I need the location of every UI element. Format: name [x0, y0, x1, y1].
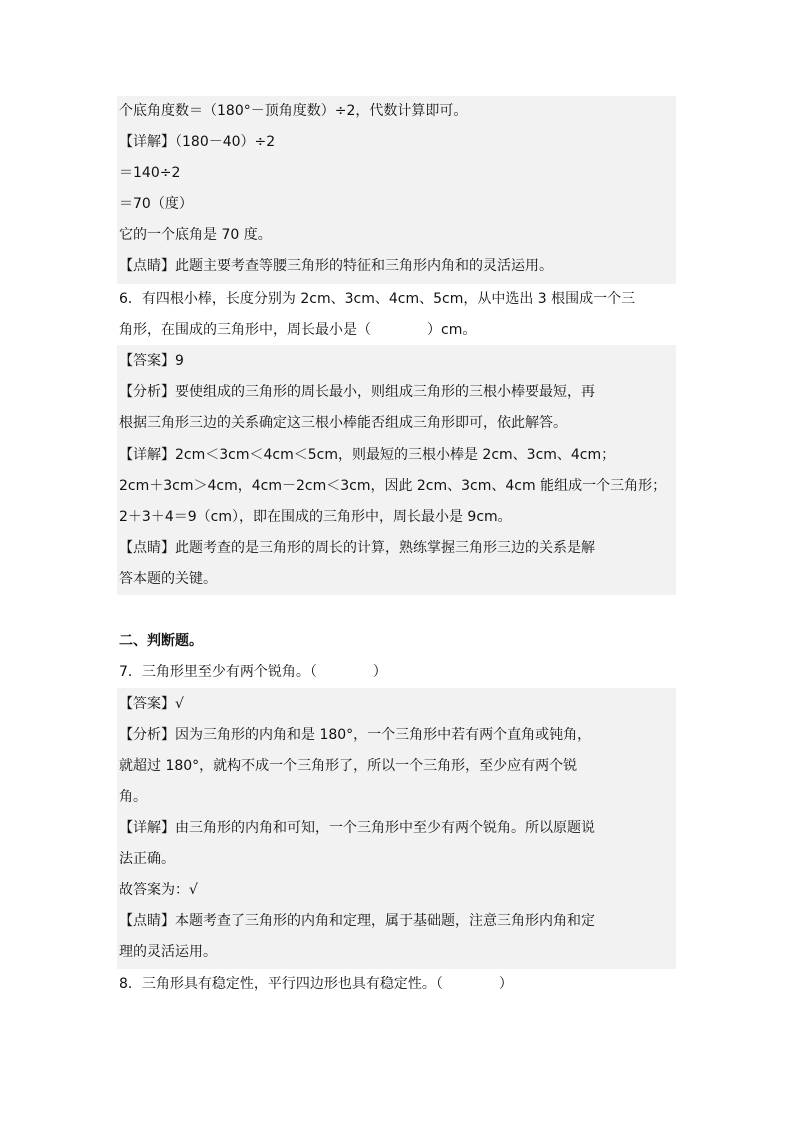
question-7-line: 7．三角形里至少有两个锐角。（ ）: [119, 664, 387, 680]
answer-line: 【答案】√: [119, 696, 184, 712]
detail-line: 法正确。: [119, 851, 175, 867]
detail-line: 故答案为：√: [119, 882, 198, 898]
detail-line: 【详解】由三角形的内角和可知，一个三角形中至少有两个锐角。所以原题说: [119, 820, 595, 836]
detail-line: 【详解】2cm＜3cm＜4cm＜5cm，则最短的三根小棒是 2cm、3cm、4cm；: [119, 447, 616, 463]
analysis-line: 【分析】因为三角形的内角和是 180°，一个三角形中若有两个直角或钝角，: [119, 727, 592, 743]
section-heading: 二、判断题。: [119, 633, 203, 649]
detail-line: 2＋3＋4＝9（cm），即在围成的三角形中，周长最小是 9cm。: [119, 509, 512, 525]
comment-line: 答本题的关键。: [119, 571, 217, 587]
comment-line: 【点睛】本题考查了三角形的内角和定理，属于基础题，注意三角形内角和定: [119, 913, 595, 929]
text-line: 个底角度数＝（180°－顶角度数）÷2，代数计算即可。: [119, 103, 468, 119]
question-8-line: 8．三角形具有稳定性，平行四边形也具有稳定性。（ ）: [119, 976, 513, 992]
answer-line: 【答案】9: [119, 353, 184, 369]
analysis-line: 就超过 180°，就构不成一个三角形了，所以一个三角形，至少应有两个锐: [119, 758, 578, 774]
text-line: ＝140÷2: [119, 165, 181, 181]
analysis-line: 【分析】要使组成的三角形的周长最小，则组成三角形的三根小棒要最短，再: [119, 384, 595, 400]
comment-line: 【点睛】此题考查的是三角形的周长的计算，熟练掌握三角形三边的关系是解: [119, 540, 595, 556]
detail-line: 2cm＋3cm＞4cm，4cm－2cm＜3cm，因此 2cm、3cm、4cm 能组成一个三角形；: [119, 478, 667, 494]
text-line: 【点睛】此题主要考查等腰三角形的特征和三角形内角和的灵活运用。: [119, 258, 553, 274]
analysis-line: 根据三角形三边的关系确定这三根小棒能否组成三角形即可，依此解答。: [119, 415, 567, 431]
question-6-line: 角形，在围成的三角形中，周长最小是（ ）cm。: [119, 322, 477, 338]
analysis-line: 角。: [119, 789, 147, 805]
question-6-line: 6．有四根小棒，长度分别为 2cm、3cm、4cm、5cm，从中选出 3 根围成一个三: [119, 291, 636, 307]
text-line: 它的一个底角是 70 度。: [119, 227, 272, 243]
text-line: 【详解】（180－40）÷2: [119, 134, 276, 150]
text-line: ＝70（度）: [119, 196, 193, 212]
comment-line: 理的灵活运用。: [119, 944, 217, 960]
